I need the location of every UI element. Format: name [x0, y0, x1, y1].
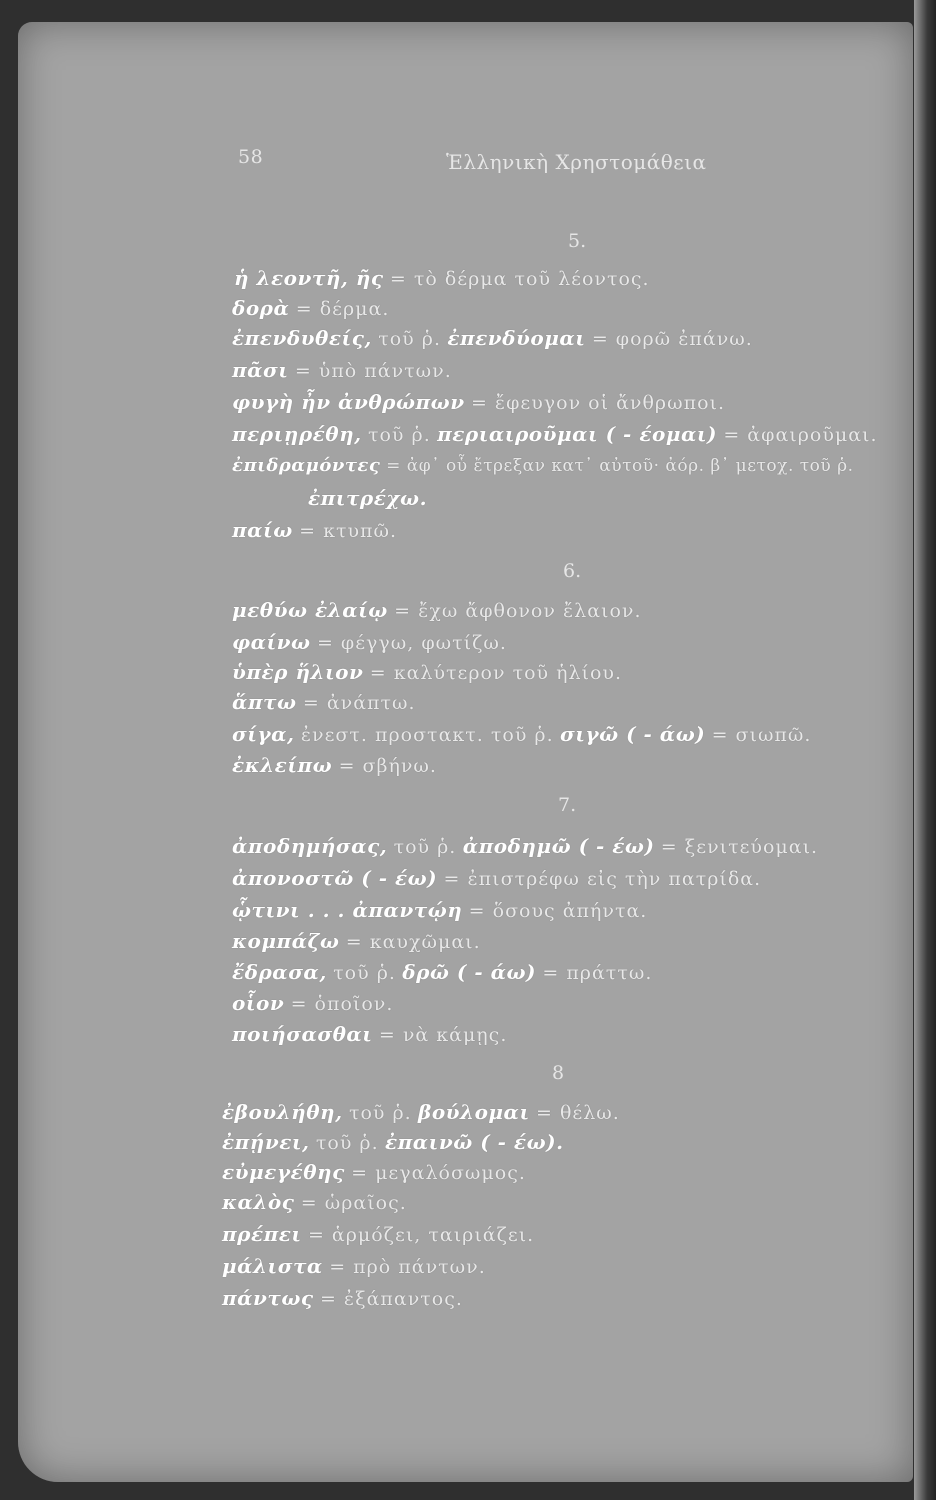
gloss: = νὰ κάμῃς. [378, 1024, 508, 1046]
glossary-entry [232, 660, 622, 684]
gloss: = ἁρμόζει, ταιριάζει. [307, 1224, 535, 1246]
glossary-entry [222, 1190, 407, 1214]
glossary-entry [232, 358, 452, 382]
headword: οἷον [232, 991, 285, 1015]
section-number: 8 [552, 1062, 565, 1084]
gloss: τοῦ ῥ. [378, 328, 441, 350]
gloss: τοῦ ῥ. [348, 1102, 412, 1124]
gloss: = ἀφαιροῦμαι. [723, 424, 878, 446]
headword-verb: σιγῶ ( - άω) [559, 722, 706, 746]
gloss: = πράττω. [542, 962, 653, 984]
gloss: = καυχῶμαι. [345, 931, 481, 953]
glossary-entry [232, 518, 397, 542]
gloss: = ὡραῖος. [300, 1192, 407, 1214]
glossary-entry [234, 266, 650, 290]
book-spine [914, 0, 936, 1500]
gloss: = καλύτερον τοῦ ἡλίου. [369, 662, 623, 684]
glossary-entry [232, 296, 389, 320]
glossary-entry [232, 866, 761, 890]
gloss: = δέρμα. [295, 298, 390, 320]
glossary-entry [232, 326, 753, 350]
gloss: = ὅσους ἀπήντα. [468, 900, 648, 922]
headword: ὑπὲρ ἥλιον [232, 660, 364, 684]
glossary-entry [222, 1254, 486, 1278]
gloss: = θέλω. [535, 1102, 620, 1124]
gloss: τοῦ ῥ. [333, 962, 396, 984]
headword: καλὸς [222, 1190, 295, 1214]
headword: δορὰ [232, 296, 290, 320]
headword: ἐπιτρέχω. [308, 486, 428, 510]
headword: μεθύω ἐλαίῳ [232, 598, 388, 622]
page-number: 58 [238, 146, 264, 168]
glossary-entry [232, 1022, 507, 1046]
gloss: = σβήνω. [338, 755, 437, 777]
headword: σίγα, [232, 722, 295, 746]
gloss: ἐνεστ. προστακτ. τοῦ ῥ. [300, 724, 554, 746]
gloss: = ξενιτεύομαι. [660, 836, 819, 858]
gloss: = ἐπιστρέφω εἰς τὴν πατρίδα. [443, 868, 762, 890]
glossary-entry [222, 1100, 620, 1124]
headword: ἐβουλήθη, [222, 1100, 343, 1124]
section-number: 6. [563, 560, 582, 582]
headword: ἀπονοστῶ ( - έω) [232, 866, 438, 890]
gloss: = ἐξάπαντος. [319, 1288, 463, 1310]
headword: εὐμεγέθης [222, 1160, 345, 1184]
headword: περιῃρέθη, [232, 422, 362, 446]
gloss: = ἀφ᾽ οὗ ἔτρεξαν κατ᾽ αὐτοῦ· ἀόρ. β᾽ μετοχ. τοῦ ῥ. [386, 456, 854, 476]
gloss: τοῦ ῥ. [393, 836, 457, 858]
glossary-entry [232, 753, 437, 777]
headword: ἡ λεοντῆ, ῆς [234, 266, 384, 290]
glossary-entry [222, 1160, 526, 1184]
glossary-entry [232, 598, 642, 622]
glossary-entry [232, 722, 811, 746]
headword-verb: ἀποδημῶ ( - έω) [462, 834, 655, 858]
gloss: τοῦ ῥ. [315, 1132, 379, 1154]
gloss: = φέγγω, φωτίζω. [316, 632, 507, 654]
glossary-entry-continuation [308, 486, 427, 510]
headword-verb: ἐπενδύομαι [447, 326, 586, 350]
glossary-entry [232, 455, 854, 476]
glossary-entry [232, 960, 652, 984]
headword: ἐκλείπω [232, 753, 333, 777]
headword: ἐπενδυθείς, [232, 326, 372, 350]
headword: παίω [232, 518, 293, 542]
glossary-entry [232, 422, 878, 446]
headword: πάντως [222, 1286, 314, 1310]
headword: πρέπει [222, 1222, 302, 1246]
headword: μάλιστα [222, 1254, 323, 1278]
headword: φαίνω [232, 630, 311, 654]
gloss: = ἀνάπτω. [302, 692, 416, 714]
headword: ἔδρασα, [232, 960, 327, 984]
headword: ἅπτω [232, 690, 297, 714]
headword-verb: ἐπαινῶ ( - έω). [384, 1130, 564, 1154]
glossary-entry [232, 390, 725, 414]
gloss: = ἔφευγον οἱ ἄνθρωποι. [470, 392, 726, 414]
headword: ποιήσασθαι [232, 1022, 373, 1046]
gloss: = μεγαλόσωμος. [351, 1162, 526, 1184]
gloss: τοῦ ῥ. [367, 424, 431, 446]
gloss: = σιωπῶ. [711, 724, 812, 746]
headword: φυγὴ ἦν ἀνθρώπων [232, 390, 465, 414]
section-number: 5. [568, 230, 587, 252]
headword: ἀποδημήσας, [232, 834, 388, 858]
gloss: = φορῶ ἐπάνω. [591, 328, 753, 350]
gloss: = πρὸ πάντων. [329, 1256, 486, 1278]
headword: ἐπιδραμόντες [232, 455, 381, 476]
headword: ἐπῄνει, [222, 1130, 310, 1154]
glossary-entry [232, 991, 393, 1015]
glossary-entry [222, 1286, 463, 1310]
gloss: = ὁποῖον. [290, 993, 394, 1015]
glossary-entry [232, 690, 416, 714]
glossary-entry [232, 929, 481, 953]
gloss: = τὸ δέρμα τοῦ λέοντος. [389, 268, 650, 290]
headword: κομπάζω [232, 929, 340, 953]
gloss: = κτυπῶ. [299, 520, 398, 542]
glossary-entry [232, 898, 647, 922]
headword: ᾧτινι . . . ἀπαντῴη [232, 898, 463, 922]
gloss: = ὑπὸ πάντων. [294, 360, 452, 382]
glossary-entry [232, 630, 507, 654]
glossary-entry [222, 1222, 534, 1246]
section-number: 7. [558, 794, 577, 816]
headword-verb: δρῶ ( - άω) [402, 960, 536, 984]
glossary-entry [222, 1130, 564, 1154]
running-title: Ἑλληνικὴ Χρηστομάθεια [446, 150, 707, 174]
headword-verb: περιαιροῦμαι ( - έομαι) [437, 422, 717, 446]
glossary-entry [232, 834, 818, 858]
gloss: = ἔχω ἄφθονον ἔλαιον. [394, 600, 642, 622]
headword-verb: βούλομαι [418, 1100, 530, 1124]
headword: πᾶσι [232, 358, 289, 382]
